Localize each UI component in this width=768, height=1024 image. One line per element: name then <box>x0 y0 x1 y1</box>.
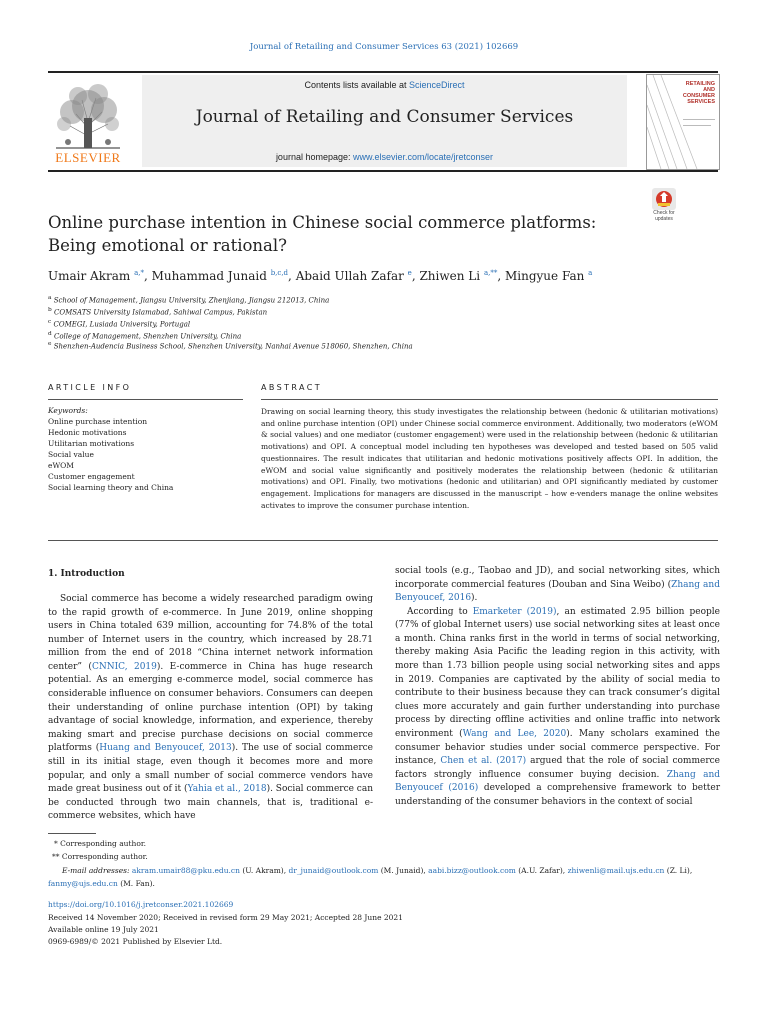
author-affil-sup[interactable]: a,** <box>483 269 498 277</box>
affil-text: COMSATS University Islamabad, Sahiwal Campus, Pakistan <box>53 308 268 317</box>
citation-link[interactable]: Emarketer (2019) <box>472 606 557 617</box>
author-affil-sup[interactable]: e <box>407 269 412 277</box>
keyword: Hedonic motivations <box>48 428 127 437</box>
affil-text: Shenzhen-Audencia Business School, Shenzhen University, Nanhai Avenue 518060, Shenzhen, China <box>53 342 413 351</box>
contents-available <box>142 80 627 90</box>
author-name[interactable]: Zhiwen Li <box>419 269 481 283</box>
keyword: Customer engagement <box>48 472 135 481</box>
header-bottom-rule <box>48 170 718 172</box>
keywords-label: Keywords: <box>48 406 88 415</box>
citation-link[interactable]: Zhang and Benyoucef, 2016 <box>395 579 720 604</box>
body-text: developed a comprehensive framework to better understanding of the consumer behaviors in the context of social <box>395 783 720 807</box>
intro-paragraph <box>395 565 720 606</box>
keyword: Utilitarian motivations <box>48 439 135 448</box>
front-matter-rule <box>48 540 718 541</box>
author-name[interactable]: Muhammad Junaid <box>151 269 267 283</box>
email-label: E-mail addresses: <box>62 866 132 875</box>
body-text: argued that the role of social commerce factors strongly influence consumer buying decision. <box>395 756 720 780</box>
affil-text: School of Management, Jiangsu University, Zhenjiang, Jiangsu 212013, China <box>53 296 330 305</box>
article-info-rule <box>48 399 243 400</box>
doi-text[interactable]: https://doi.org/10.1016/j.jretconser.2021.102669 <box>48 900 234 909</box>
abstract-heading: ABSTRACT <box>261 383 323 392</box>
body-text: (A.U. Zafar), <box>515 866 568 875</box>
author-name[interactable]: Abaid Ullah Zafar <box>295 269 404 283</box>
citation-link[interactable]: dr_junaid@outlook.com <box>288 866 379 875</box>
section-heading: 1. Introduction <box>48 569 125 579</box>
affiliation <box>48 307 267 316</box>
citation-link[interactable]: Wang and Lee, 2020 <box>462 728 567 739</box>
affiliation <box>48 331 241 340</box>
affil-sup: d <box>48 331 52 337</box>
intro-left-column <box>48 593 373 824</box>
affil-sup: c <box>48 319 52 325</box>
header-top-rule <box>48 71 718 73</box>
corresponding-author-note: * Corresponding author. <box>54 839 147 848</box>
keyword: eWOM <box>48 461 74 470</box>
affil-sup: b <box>48 307 52 313</box>
abstract-text: Drawing on social learning theory, this study investigates the relationship between (hedonic & utilitarian motivations) and online purchase intention (OPI) under Chinese social commerce environment. Additionally, two moderators (eWOM & social values) and one mediator (customer engagement) were used in the relationship between (hedonic & utilitarian motivations) and OPI. A conceptual model including ten hypotheses was developed and tested based on 505 valid questionnaires. The result indicates that utilitarian and hedonic motivations positively affects OPI. In addition, the eWOM and social value significantly and positively moderates the relationship between (hedonic & utilitarian motivations) and OPI. Finally, two motivations (hedonic and utilitarian) and OPI significantly mediated by customer engagement. Implications for managers are discussed in the manuscript – how e-venders manage the online websites activates to improve the consumer purchase intention. <box>261 407 718 510</box>
body-text: ). E-commerce in China has huge research potential. As an emerging e-commerce model, social commerce has considerable influence on consumer behaviors. Consumers can deepen their understanding of online purchase intention (OPI) by taking advantage of social knowledge, information, and experience, thereby making smart and precise purchase decisions on social commerce platforms ( <box>48 661 373 754</box>
journal-homepage <box>142 152 627 162</box>
citation-link[interactable]: Chen et al. (2017) <box>440 756 527 767</box>
body-text: , an estimated 2.95 billion people (77% of global Internet users) use social networking sites at least once a month. China ranks first in the world in terms of social networking, thereby making Asia Pacific the leading region in this activity, with more than 1.73 billion people using social networking sites and apps in 2019. Companies are captivated by the ability of social media to contribute to their business because they can track consumer’s digital clues more accurately and gain further understanding into purchase process by directing offline activities and online traffic into network environment ( <box>395 606 720 739</box>
citation-link[interactable]: Yahia et al., 2018 <box>187 784 267 795</box>
author-list: Umair Akram $^{a,*}$, Muhammad Junaid $^{b,c,d}$, Abaid Ullah Zafar $^e$, Zhiwen Li $^{a,**}$, Mingyue Fan $^a$ <box>48 269 593 283</box>
received-dates: Received 14 November 2020; Received in revised form 29 May 2021; Accepted 28 June 2021 <box>48 913 403 922</box>
intro-paragraph <box>395 606 720 810</box>
affiliation <box>48 319 190 328</box>
check-for-updates-icon[interactable] <box>646 188 682 228</box>
keyword: Social value <box>48 450 94 459</box>
publisher-logo-text: ELSEVIER <box>55 150 121 165</box>
affil-text: COMEGI, Lusiada University, Portugal <box>53 320 191 329</box>
affiliation <box>48 295 329 304</box>
body-text: social tools (e.g., Taobao and JD), and social networking sites, which incorporate commercial features (Douban and Sina Weibo) ( <box>395 566 720 590</box>
body-text: According to <box>407 606 473 617</box>
body-text: ). <box>471 593 478 604</box>
affil-sup: a <box>48 295 52 301</box>
abstract-rule <box>261 399 718 400</box>
article-info-heading: ARTICLE INFO <box>48 383 132 392</box>
author-affil-sup[interactable]: b,c,d <box>270 269 289 277</box>
citation-link[interactable]: akram.umair88@pku.edu.cn <box>131 866 240 875</box>
keyword: Online purchase intention <box>48 417 148 426</box>
body-text: Social commerce has become a widely researched paradigm owing to the rapid growth of e-commerce. In June 2019, online shopping users in China totaled 639 million, accounting for 74.8% of the total number of Internet users in the country, which increased by 28.71 million from the end of 2018 “China internet network information center” ( <box>48 594 373 672</box>
body-text: (M. Junaid), <box>378 866 429 875</box>
author-affil-sup[interactable]: a <box>588 269 593 277</box>
footnote-rule <box>48 833 96 834</box>
keyword: Social learning theory and China <box>48 483 174 492</box>
sciencedirect-link[interactable]: ScienceDirect <box>409 80 465 90</box>
citation-link[interactable]: aabi.bizz@outlook.com <box>428 866 516 875</box>
available-online: Available online 19 July 2021 <box>48 925 159 934</box>
email-addresses <box>48 864 718 890</box>
cover-title: RETAILING AND CONSUMER SERVICES <box>682 81 715 105</box>
body-text: ). The use of social commerce still in its initial stage, even though it becomes more and more popular, and only a small number of social commerce vendors have made great business out of it ( <box>48 743 374 795</box>
journal-cover-thumbnail[interactable] <box>646 74 720 170</box>
author-name[interactable]: Mingyue Fan <box>504 269 585 283</box>
homepage-prefix: journal homepage: <box>275 152 353 162</box>
author-affil-sup[interactable]: a,* <box>134 269 144 277</box>
affiliation <box>48 341 413 350</box>
affil-text: College of Management, Shenzhen University, China <box>53 332 242 341</box>
check-for-updates-label: Check for updates <box>653 210 675 222</box>
intro-paragraph <box>48 593 373 824</box>
citation-link[interactable]: CNNIC, 2019 <box>91 661 157 672</box>
article-title: Online purchase intention in Chinese social commerce platforms: Being emotional or rational? <box>48 213 597 255</box>
email-list <box>48 866 692 888</box>
citation-link[interactable]: fanmy@ujs.edu.cn <box>48 879 118 888</box>
citation-link[interactable]: Zhang and Benyoucef (2016) <box>395 769 720 794</box>
body-text: (Z. Li), <box>664 866 693 875</box>
contents-prefix: Contents lists available at <box>304 80 410 90</box>
corresponding-author-note: ** Corresponding author. <box>52 852 148 861</box>
citation-link[interactable]: zhiwenli@mail.ujs.edu.cn <box>567 866 665 875</box>
journal-citation[interactable]: Journal of Retailing and Consumer Services 63 (2021) 102669 <box>249 42 519 52</box>
copyright: 0969-6989/© 2021 Published by Elsevier Ltd. <box>48 937 223 946</box>
body-text: (M. Fan). <box>117 879 155 888</box>
body-text: (U. Akram), <box>239 866 289 875</box>
citation-link[interactable]: Huang and Benyoucef, 2013 <box>99 743 232 754</box>
body-text: ). Many scholars examined the consumer behavior studies under social commerce perspective. For instance, <box>395 728 721 767</box>
body-text: ). Social commerce can be conducted through two main channels, that is, traditional e-commerce websites, which have <box>48 784 374 822</box>
intro-right-column <box>395 565 720 809</box>
affil-sup: e <box>48 341 52 347</box>
author-name[interactable]: Umair Akram <box>48 269 131 283</box>
journal-title: Journal of Retailing and Consumer Services <box>195 107 574 127</box>
homepage-link[interactable]: www.elsevier.com/locate/jretconser <box>353 152 494 162</box>
doi-link[interactable] <box>48 900 233 909</box>
